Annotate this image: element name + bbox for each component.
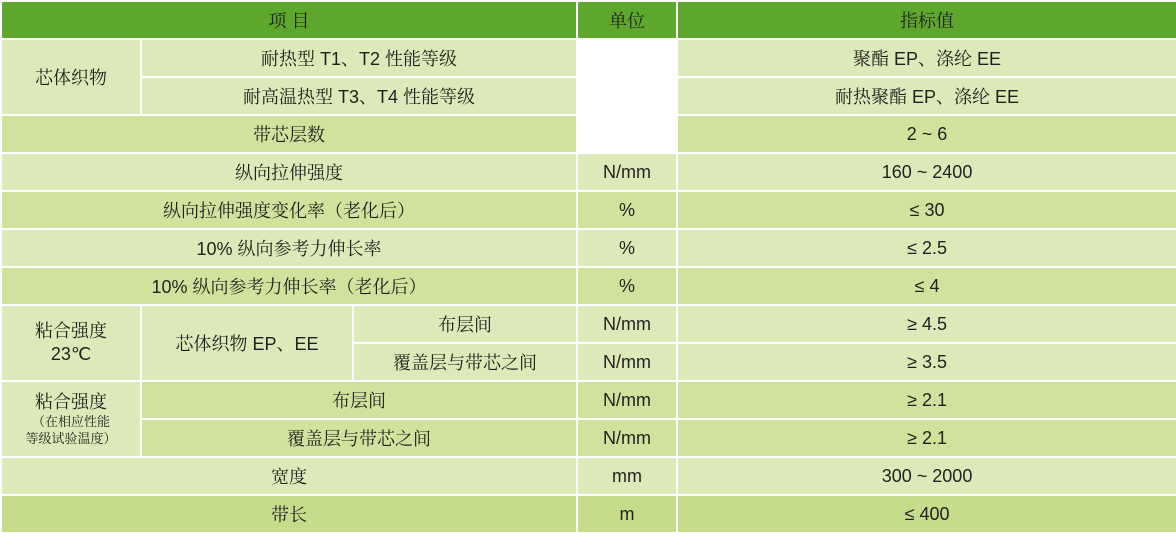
table-header-row <box>1 1 1176 39</box>
row-unit: N/mm <box>577 381 677 419</box>
row-label-cover-to-core: 覆盖层与带芯之间 <box>353 343 577 381</box>
table-row <box>1 381 1176 419</box>
row-unit: N/mm <box>577 343 677 381</box>
row-label-heat-t3-t4: 耐高温热型 T3、T4 性能等级 <box>141 77 577 115</box>
row-label-between-plies: 布层间 <box>141 381 577 419</box>
row-value: ≥ 2.1 <box>677 419 1176 457</box>
row-label-core-fabric: 芯体织物 <box>1 39 141 115</box>
row-value: ≥ 4.5 <box>677 305 1176 343</box>
row-unit: % <box>577 267 677 305</box>
row-unit <box>577 39 677 77</box>
row-label-length: 带长 <box>1 495 577 533</box>
header-unit: 单位 <box>577 1 677 39</box>
adhesion-temp-line2: （在相应性能 <box>31 414 110 430</box>
row-unit: N/mm <box>577 419 677 457</box>
row-unit <box>577 77 677 115</box>
table-row <box>1 419 1176 457</box>
row-unit: % <box>577 191 677 229</box>
row-value: ≥ 3.5 <box>677 343 1176 381</box>
adhesion-temp-line1: 粘合强度 <box>35 392 107 413</box>
adhesion-label-line2: 23℃ <box>50 344 92 364</box>
row-label-cover-to-core: 覆盖层与带芯之间 <box>141 419 577 457</box>
row-value: ≥ 2.1 <box>677 381 1176 419</box>
row-label-elongation: 10% 纵向参考力伸长率 <box>1 229 577 267</box>
row-unit: N/mm <box>577 305 677 343</box>
table-row <box>1 115 1176 153</box>
table-row <box>1 153 1176 191</box>
row-unit <box>577 115 677 153</box>
row-value: ≤ 4 <box>677 267 1176 305</box>
table-row <box>1 495 1176 533</box>
row-label-between-plies: 布层间 <box>353 305 577 343</box>
row-label-tensile-strength: 纵向拉伸强度 <box>1 153 577 191</box>
row-label-width: 宽度 <box>1 457 577 495</box>
table-row <box>1 457 1176 495</box>
table-row <box>1 39 1176 77</box>
adhesion-temp-line3: 等级试验温度） <box>25 430 117 446</box>
row-unit: N/mm <box>577 153 677 191</box>
row-value: ≤ 2.5 <box>677 229 1176 267</box>
row-label-tensile-change-rate: 纵向拉伸强度变化率（老化后） <box>1 191 577 229</box>
row-label-adhesion-23c <box>1 305 141 381</box>
row-value: 耐热聚酯 EP、涤纶 EE <box>677 77 1176 115</box>
table-row <box>1 191 1176 229</box>
row-unit: mm <box>577 457 677 495</box>
row-value: 300 ~ 2000 <box>677 457 1176 495</box>
row-unit: m <box>577 495 677 533</box>
row-value: ≤ 30 <box>677 191 1176 229</box>
row-label-core-fabric-ep-ee: 芯体织物 EP、EE <box>141 305 353 381</box>
table-row <box>1 229 1176 267</box>
table-row <box>1 305 1176 343</box>
row-label-elongation-aged: 10% 纵向参考力伸长率（老化后） <box>1 267 577 305</box>
row-label-heat-t1-t2: 耐热型 T1、T2 性能等级 <box>141 39 577 77</box>
row-label-ply-count: 带芯层数 <box>1 115 577 153</box>
adhesion-label-line1: 粘合强度 <box>35 320 107 341</box>
row-value: 2 ~ 6 <box>677 115 1176 153</box>
header-item: 项 目 <box>1 1 577 39</box>
row-value: 160 ~ 2400 <box>677 153 1176 191</box>
table-row <box>1 267 1176 305</box>
row-unit: % <box>577 229 677 267</box>
header-value: 指标值 <box>677 1 1176 39</box>
table-row <box>1 77 1176 115</box>
row-value: ≤ 400 <box>677 495 1176 533</box>
row-label-adhesion-temp <box>1 381 141 457</box>
row-value: 聚酯 EP、涤纶 EE <box>677 39 1176 77</box>
